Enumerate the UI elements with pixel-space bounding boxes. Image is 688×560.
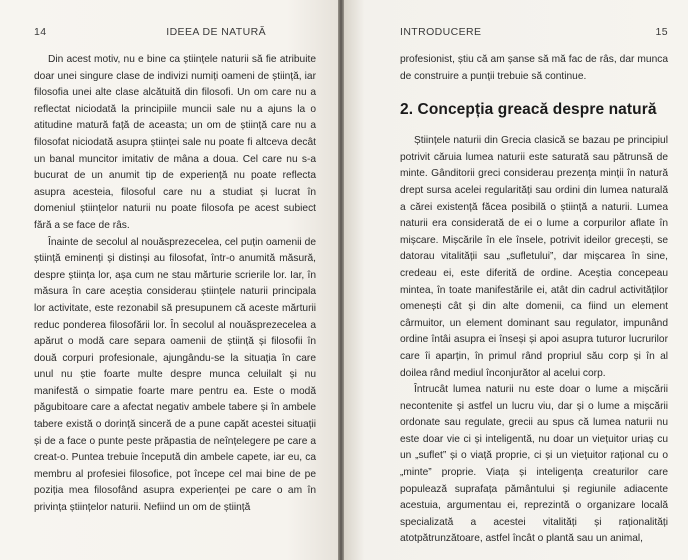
left-page — [0, 0, 338, 560]
right-paragraph-2: Întrucât lumea naturii nu este doar o lume a mișcării necontenite și astfel un lucru viu, dar și o lume a mișcării ordonate sau regulate, grecii au spus că lumea naturii nu este doar vie ci și inteligentă, nu doar un viețuitor uriaș cu un „suflet” și o viață proprie, ci și un viețuitor rațional cu o „minte” proprie. Viața și inteligența creaturilor care populează suprafața pământului și regiunile adiacente acestuia, argumentau ei, reprezintă o organizare locală specializată a acestei vitalități și raționalități atotpătrunzătoare, astfel încât o plantă sau un animal, — [400, 384, 668, 545]
left-running-title: IDEEA DE NATURĂ — [166, 26, 266, 38]
right-continuation-paragraph: profesionist, știu că am șanse să mă fac de râs, dar munca de construire a punții trebuie să continue. — [400, 54, 668, 82]
right-running-head — [400, 26, 668, 40]
right-page-text — [400, 52, 668, 548]
left-running-head — [34, 26, 316, 40]
left-page-text — [34, 52, 316, 517]
left-page-number: 14 — [34, 26, 47, 38]
section-heading: 2. Concepția greacă despre natură — [400, 101, 657, 119]
left-paragraph-2: Înainte de secolul al nouăsprezecelea, cel puțin oamenii de știință eminenți și distinși au filosofat, într-o anumită măsură, despre știința lor, așa cum ne stau mărturie scrierile lor. Iar, în măsura în care aceștia considerau științele naturii principala lor activitate, este rezonabil să presupunem că aceste mărturii reduc ponderea filosofării lor. În secolul al nouăsprezecelea a apărut o modă care separa oamenii de știință și filosofii în două corpuri profesionale, ajungându-se la situația în care unul nu știe foarte multe despre munca celuilalt și nu manifestă o simpatie foarte mare pentru ea. Este o modă păgubitoare care a afectat negativ ambele tabere și în ambele tabere există o dorință sinceră de a pune capăt acestei situații și de a face o punte peste prăpastia de neînțelegere pe care a creat-o. Puntea trebuie începută din ambele capete, iar eu, ca membru al profesiei filosofice, pot începe cel mai bine de pe poziția mea filosofând asupra experienței pe care o am în privința științelor naturii. Nefiind un om de știință — [34, 236, 316, 514]
right-running-title: INTRODUCERE — [400, 26, 482, 38]
right-page — [344, 0, 688, 560]
right-paragraph-1: Științele naturii din Grecia clasică se bazau pe principiul potrivit căruia lumea naturii este saturată sau pătrunsă de minte. Gânditorii greci considerau prezența minții în natură drept sursa acelei regularități sau ordini din lumea naturală a cărei existență făcea posibilă o știință a naturii. Lumea naturii era considerată de ei o lume a corpurilor aflate în mișcare. Mișcările în ele însele, potrivit ideilor grecești, se datorau vitalității sau „sufletului”, dar mișcarea în sine, credeau ei, este diferită de ordine. Aceștia concepeau mintea, în toate manifestările ei, atât din cadrul activităților omenești cât și din alte domenii, ca fiind un element cârmuitor, un element dominant sau regulator, impunând ordine întâi asupra ei înseși și apoi asupra tuturor lucrurilor care îi aparțin, în primul rând propriul său corp și în al doilea rând mediul înconjurător al acelui corp. — [400, 135, 668, 379]
left-paragraph-1: Din acest motiv, nu e bine ca științele naturii să fie atribuite doar unei singure clase de indivizi numiți oameni de știință, iar filosofia unei alte clase alcătuită din filosofi. Un om care nu a reflectat niciodată la principiile muncii sale nu a ajuns la o atitudine matură față de aceasta; un om de știință care nu a filosofat niciodată asupra științei sale nu poate fi altceva decât un banal muncitor imitativ de mâna a doua. Cel care nu s-a bucurat de un anumit tip de experiență nu poate reflecta asupra acesteia, filosoful care nu a studiat și lucrat în domeniul științelor naturii nu poate filosofa pe acest subiect fără a se face de râs. — [34, 54, 316, 231]
right-page-number: 15 — [655, 26, 668, 38]
